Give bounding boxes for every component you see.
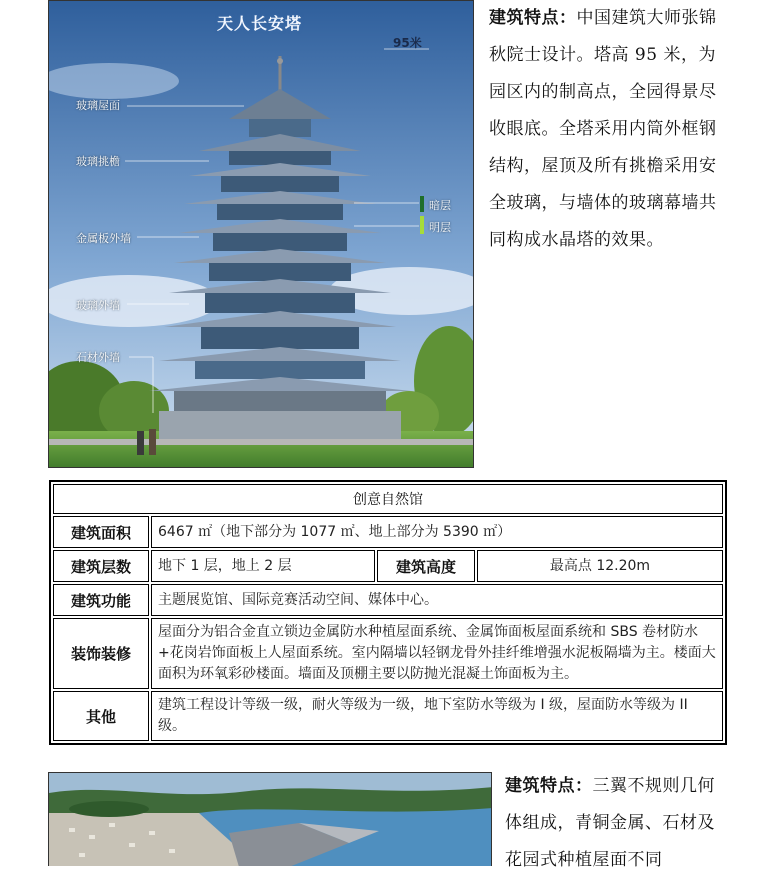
callout-glass-wall: 玻璃外墙 xyxy=(76,299,120,312)
callout-stone-wall: 石材外墙 xyxy=(76,351,120,364)
building-info-table xyxy=(49,480,727,745)
feature-label: 建筑特点： xyxy=(489,8,577,28)
height-header: 建筑高度 xyxy=(377,550,475,582)
pagoda-illustration xyxy=(48,0,474,468)
function-value: 主题展览馆、国际竞赛活动空间、媒体中心。 xyxy=(151,584,723,616)
pagoda-feature-text xyxy=(489,0,725,259)
decoration-header: 装饰装修 xyxy=(53,618,149,689)
pavilion-feature-text xyxy=(505,768,723,879)
feature-2-label: 建筑特点： xyxy=(505,776,593,796)
feature-2-body: 三翼不规则几何体组成，青铜金属、石材及花园式种植屋面不同 xyxy=(505,776,715,870)
table-title: 创意自然馆 xyxy=(53,484,723,514)
light-floor-marker xyxy=(420,216,424,234)
area-header: 建筑面积 xyxy=(53,516,149,548)
floors-value: 地下 1 层，地上 2 层 xyxy=(151,550,375,582)
callout-light-floor: 明层 xyxy=(429,221,451,234)
callout-dark-floor: 暗层 xyxy=(429,199,451,212)
function-header: 建筑功能 xyxy=(53,584,149,616)
floors-header: 建筑层数 xyxy=(53,550,149,582)
height-value: 最高点 12.20m xyxy=(477,550,723,582)
callout-glass-roof: 玻璃屋面 xyxy=(76,99,120,112)
callout-glass-eaves: 玻璃挑檐 xyxy=(76,155,120,168)
other-value: 建筑工程设计等级一级，耐火等级为一级，地下室防水等级为 I 级，屋面防水等级为 II 级。 xyxy=(151,691,723,741)
other-header: 其他 xyxy=(53,691,149,741)
area-value: 6467 ㎡（地下部分为 1077 ㎡、地上部分为 5390 ㎡） xyxy=(151,516,723,548)
nature-pavilion-aerial-view xyxy=(48,772,492,866)
decoration-value: 屋面分为铝合金直立锁边金属防水种植屋面系统、金属饰面板屋面系统和 SBS 卷材防水+花岗岩饰面板上人屋面系统。室内隔墙以轻钢龙骨外挂纤维增强水泥板隔墙为主。楼面大面积为环氧彩砂楼面。墙面及顶棚主要以防抛光混凝土饰面板为主。 xyxy=(151,618,723,689)
pagoda-image-title: 天人长安塔 xyxy=(217,14,303,33)
feature-body: 中国建筑大师张锦秋院士设计。塔高 95 米，为园区内的制高点，全园得景尽收眼底。全塔采用内筒外框钢结构，屋顶及所有挑檐采用安全玻璃，与墙体的玻璃幕墙共同构成水晶塔的效果。 xyxy=(489,8,717,250)
dark-floor-marker xyxy=(420,196,424,212)
pagoda-height-label: 95米 xyxy=(393,36,422,50)
callout-metal-wall: 金属板外墙 xyxy=(76,232,131,245)
aerial-rendering xyxy=(49,773,492,866)
